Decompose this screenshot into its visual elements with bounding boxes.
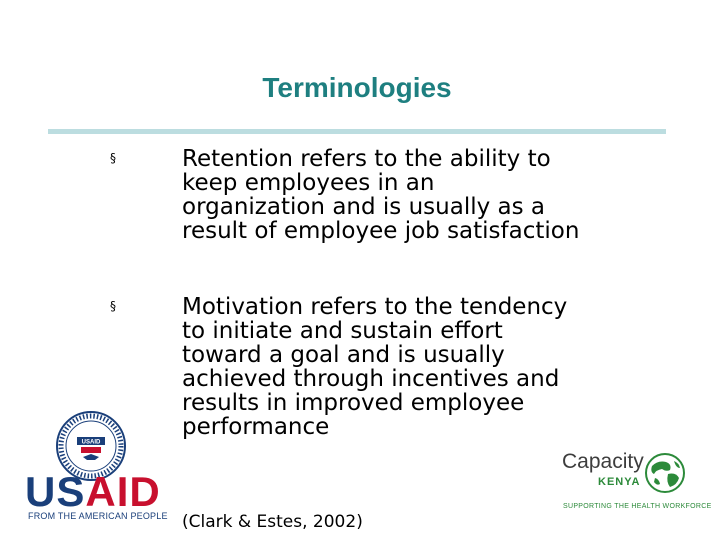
slide-title: Terminologies: [262, 72, 452, 103]
capacity-kenya-label: KENYA: [598, 476, 641, 488]
capacity-tagline: SUPPORTING THE HEALTH WORKFORCE: [563, 503, 712, 510]
usaid-wordmark: [25, 470, 161, 514]
bullet-marker-1: §: [110, 151, 116, 165]
citation: (Clark & Estes, 2002): [182, 512, 363, 532]
bullet-marker-2: §: [110, 299, 116, 313]
usaid-tagline: FROM THE AMERICAN PEOPLE: [28, 511, 168, 521]
usaid-wordmark-us: US: [25, 468, 86, 515]
bullet-text-retention: Retention refers to the ability to keep employees in an organization and is usually as a result of employee job satisfaction: [182, 146, 580, 244]
capacity-wordmark: Capacity: [562, 450, 644, 473]
usaid-wordmark-aid: AID: [85, 468, 161, 515]
title-divider: [48, 129, 666, 134]
bullet-text-motivation: Motivation refers to the tendency to initiate and sustain effort toward a goal and is usually achieved through incentives and results in improved employee performance: [182, 294, 568, 440]
usaid-seal-label: USAID: [81, 439, 101, 446]
globe-icon: [644, 452, 686, 494]
